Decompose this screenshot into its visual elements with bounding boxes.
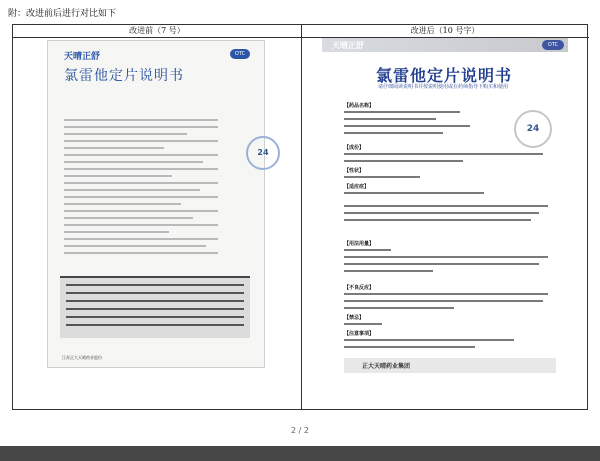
page-note: 附：改进前后进行对比如下 xyxy=(8,9,117,19)
left-company-name: 江苏正大天晴药业股份 xyxy=(62,355,102,360)
right-seal-icon: 24 xyxy=(514,110,552,148)
left-highlight-block xyxy=(60,276,250,338)
right-section-description xyxy=(344,205,556,226)
right-subtitle: 请仔细阅读说明书并按说明使用或在药师指导下购买和使用 xyxy=(378,84,509,90)
left-seal-icon: 24 xyxy=(246,136,280,170)
right-otc-badge: OTC xyxy=(542,40,564,50)
right-section-label: 【成份】 xyxy=(344,145,365,151)
left-column-header: 改进前（7 号） xyxy=(13,25,302,38)
right-section-contra xyxy=(344,314,556,330)
right-section-label: 【用法用量】 xyxy=(344,241,375,247)
left-brand: 天晴正舒 xyxy=(64,52,101,62)
right-section-label: 【注意事项】 xyxy=(344,331,375,337)
right-column-header: 改进后（10 号字） xyxy=(301,25,589,38)
right-section-label: 【适应症】 xyxy=(344,184,370,190)
right-title: 氯雷他定片说明书 xyxy=(376,66,513,85)
right-section-properties xyxy=(344,167,556,183)
right-section-adverse xyxy=(344,284,556,314)
right-section-label: 【药品名称】 xyxy=(344,103,375,109)
right-section-label: 【性状】 xyxy=(344,168,365,174)
left-leaflet-image xyxy=(47,40,269,368)
column-divider xyxy=(301,37,302,410)
right-section-ingredients xyxy=(344,144,556,167)
right-section-dosage xyxy=(344,240,556,277)
right-section-label: 【禁忌】 xyxy=(344,315,365,321)
right-section-cautions xyxy=(344,330,556,353)
right-company-name: 正大天晴药业集团 xyxy=(362,363,411,370)
right-section-drug-name xyxy=(344,102,514,139)
right-section-label: 【不良反应】 xyxy=(344,285,375,291)
left-text-block xyxy=(64,119,218,259)
bottom-band xyxy=(0,446,600,461)
left-title: 氯雷他定片说明书 xyxy=(64,68,184,84)
right-brand: 天晴正舒 xyxy=(332,41,364,50)
left-otc-badge: OTC xyxy=(230,49,250,59)
right-section-indications xyxy=(344,183,556,199)
page-number: 2 / 2 xyxy=(291,426,309,435)
